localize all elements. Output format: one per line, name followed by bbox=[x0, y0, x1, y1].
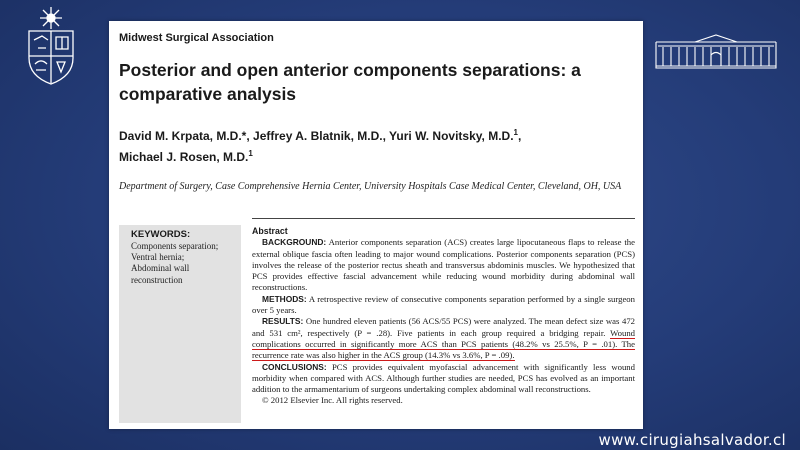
keyword-item: Components separation; bbox=[131, 241, 219, 251]
methods-label: METHODS: bbox=[262, 293, 307, 304]
authors-line-1: David M. Krpata, M.D.*, Jeffrey A. Blatnik, M.D., Yuri W. Novitsky, M.D. bbox=[119, 129, 514, 143]
methods-text: A retrospective review of consecutive components separation performed by a single surgeon over 5 years. bbox=[252, 293, 635, 316]
keywords-box bbox=[119, 225, 241, 423]
abstract-methods bbox=[252, 294, 635, 317]
university-crest-logo bbox=[22, 6, 80, 86]
keywords-heading: KEYWORDS: bbox=[131, 229, 191, 240]
keyword-item: Ventral hernia; bbox=[131, 252, 185, 263]
abstract-conclusions bbox=[252, 362, 635, 396]
background-text: Anterior components separation (ACS) creates large lipocutaneous flaps to release the external oblique fascia often leading to major wound complications. Posterior components separation (PCS) involves the release of the posterior rectus sheath and transversus abdominis muscles. We hypothesized that PCS provides effective fascial advancement while reducing wound morbidity during abdominal wall reconstructions. bbox=[252, 237, 635, 293]
keyword-item: Abdominal wall reconstruction bbox=[131, 263, 190, 285]
conclusions-label: CONCLUSIONS: bbox=[262, 361, 327, 372]
results-label: RESULTS: bbox=[262, 316, 304, 327]
abstract-divider bbox=[252, 218, 635, 219]
affiliation: Department of Surgery, Case Comprehensive Hernia Center, University Hospitals Case Medical Center, Cleveland, OH, USA bbox=[119, 181, 622, 192]
journal-name: Midwest Surgical Association bbox=[119, 32, 274, 44]
authors-line-2: Michael J. Rosen, M.D. bbox=[119, 150, 249, 164]
authors-line-1-end: , bbox=[517, 129, 522, 143]
paper-title: Posterior and open anterior components separations: a comparative analysis bbox=[119, 60, 581, 104]
building-logo bbox=[655, 33, 777, 69]
abstract bbox=[252, 226, 635, 407]
website-url: www.cirugiahsalvador.cl bbox=[598, 431, 786, 449]
highlighted-results-text: Wound complications occurred in significantly more ACS than PCS patients (48.2% vs 25.5%, P = .01). The recurrence rate was also higher in the ACS group (14.3% vs 3.6%, P = .09). bbox=[252, 327, 636, 361]
abstract-results bbox=[252, 316, 635, 361]
author-list bbox=[119, 124, 624, 166]
abstract-background bbox=[252, 237, 635, 293]
abstract-heading: Abstract bbox=[252, 226, 288, 236]
copyright: © 2012 Elsevier Inc. All rights reserved. bbox=[262, 395, 403, 406]
background-label: BACKGROUND: bbox=[262, 237, 327, 248]
conclusions-text: PCS provides equivalent myofascial advancement with significantly less wound morbidity when compared with ACS. Although further studies are needed, PCS has evolved as an important addition to the armamentarium of surgeons undertaking complex abdominal wall reconstructions. bbox=[252, 361, 635, 395]
keywords-list bbox=[131, 241, 231, 286]
affiliation-marker: 1 bbox=[248, 149, 253, 158]
paper-page bbox=[109, 21, 643, 429]
affiliation-marker: 1 bbox=[513, 128, 518, 137]
results-text: One hundred eleven patients (56 ACS/55 PCS) were analyzed. The mean defect size was 472 and 531 cm², respectively (P = .28). Five patients in each group required a bridging repair. bbox=[252, 316, 636, 338]
